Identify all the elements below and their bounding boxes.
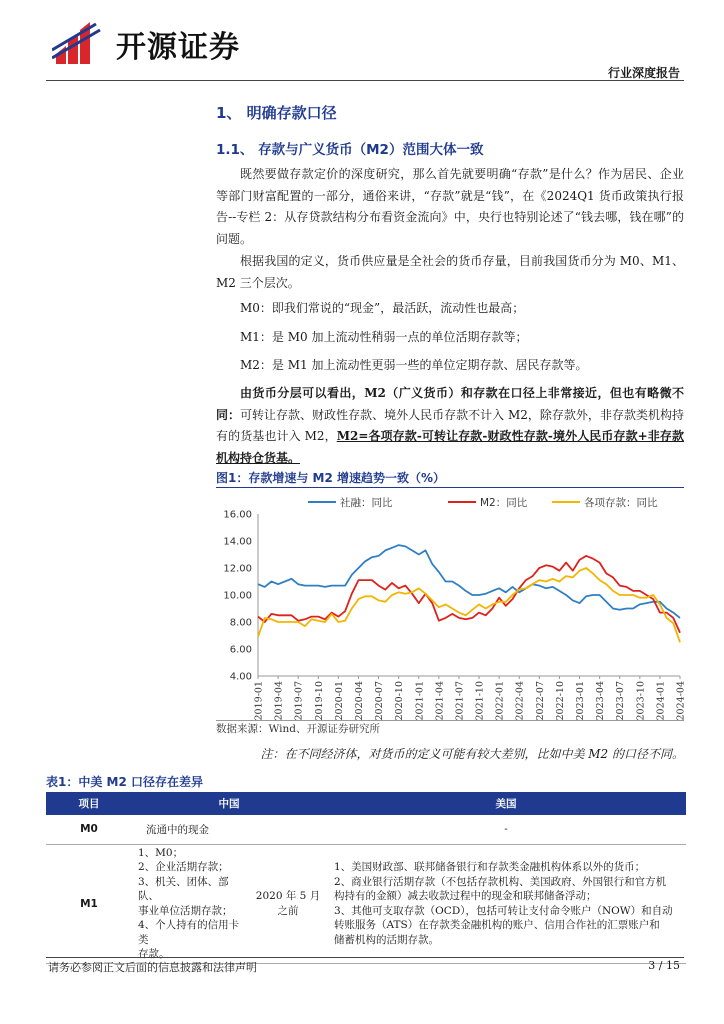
logo-text: 开源证券 (116, 30, 240, 65)
china-m1-note (250, 844, 326, 963)
footer-disclaimer: 请务必参阅正文后面的信息披露和法律声明 (48, 961, 257, 974)
table-row (46, 844, 686, 963)
x-tick-label: 2019-01 (253, 681, 265, 720)
row-label-m1: M1 (46, 844, 132, 963)
x-tick-label: 2019-04 (273, 681, 285, 720)
paragraph-intro (216, 164, 684, 250)
y-axis (223, 510, 258, 683)
x-tick-label: 2019-07 (293, 681, 305, 720)
x-tick-label: 2021-01 (414, 681, 426, 720)
formula-underlined: M2=各项存款-可转让存款-财政性存款-境外人民币存款+非存款机构持仓货基。 (216, 429, 684, 465)
footer-divider (46, 957, 684, 958)
figure-source: 数据来源：Wind、开源证券研究所 (216, 723, 380, 735)
usa-m1-line: 构持有的金额）减去收款过程中的现金和联邦储备浮动； (334, 890, 597, 902)
usa-m0-cell: - (326, 815, 686, 844)
usa-m1-line: 1、美国财政部、联邦储备银行和存款类金融机构体系以外的货币； (334, 861, 646, 873)
x-tick-label: 2020-01 (333, 681, 345, 720)
china-m1-line: 4、个人持有的信用卡类 (138, 919, 240, 946)
chart-lines (258, 545, 680, 642)
x-tick-label: 2022-01 (494, 681, 506, 720)
x-tick-label: 2021-04 (434, 681, 446, 720)
usa-m1-line: 储蓄机构的活期存款。 (334, 933, 439, 946)
x-tick-label: 2020-07 (374, 681, 386, 720)
legend-label: 各项存款：同比 (584, 497, 658, 509)
china-m1-line: 事业单位活期存款； (138, 904, 233, 917)
china-m1-note-line: 2020 年 5 月 (255, 890, 321, 902)
figure-title-divider (216, 487, 684, 488)
formula-normal: 可转让存款、财政性存款、境外人民币存款不计入 M2，除存款外，非存款类机构持有的货基也计入 M2， (216, 407, 684, 443)
legend-label: M2：同比 (480, 497, 528, 509)
china-m1-line: 存款。 (138, 948, 170, 960)
header-item: 项目 (46, 792, 132, 815)
formula-lead-bold: 由货币分层可以看出，M2（广义货币）和存款在口径上非常接近，但也有略微不同： (216, 386, 684, 422)
chart-legend (308, 496, 658, 509)
usa-m1-cell (326, 844, 686, 963)
y-tick-label: 10.00 (223, 590, 252, 602)
paragraph-intro-text: 既然要做存款定价的深度研究，那么首先就要明确“存款”是什么？作为居民、企业等部门财富配置的一部分，通俗来讲，“存款”就是“钱”，在《2024Q1 货币政策执行报告--专栏 2：从存贷款结构分布看资金流向》中，央行也特别论述了“钱去哪，钱在哪”的问题。 (216, 167, 684, 246)
x-tick-label: 2024-04 (675, 681, 686, 720)
table-header-row (46, 792, 686, 815)
x-tick-label: 2024-01 (655, 681, 667, 720)
report-type-label: 行业深度报告 (607, 66, 680, 80)
x-axis (254, 676, 687, 720)
y-tick-label: 4.00 (229, 671, 252, 683)
table-title: 表1：中美 M2 口径存在差异 (46, 775, 203, 789)
china-m0-cell: 流通中的现金 (132, 815, 326, 844)
paragraph-definition-text: 根据我国的定义，货币供应量是全社会的货币存量，目前我国货币分为 M0、M1、M2 三个层次。 (216, 254, 684, 290)
figure-note: 注：在不同经济体，对货币的定义可能有较大差别，比如中美 M2 的口径不同。 (260, 747, 684, 761)
x-tick-label: 2022-04 (514, 681, 526, 720)
y-tick-label: 8.00 (229, 617, 252, 629)
y-tick-label: 14.00 (223, 536, 252, 548)
china-m1-line: 2、企业活期存款； (138, 861, 229, 873)
y-tick-label: 16.00 (223, 509, 252, 521)
header-divider (46, 80, 684, 81)
x-tick-label: 2021-10 (474, 681, 486, 720)
comparison-table (46, 792, 686, 964)
y-tick-label: 12.00 (223, 563, 252, 575)
x-tick-label: 2023-07 (615, 681, 627, 720)
y-tick-label: 6.00 (229, 644, 252, 656)
figure-title: 图1：存款增速与 M2 增速趋势一致（%） (216, 471, 446, 485)
usa-m1-line: 3、其他可支取存款（OCD），包括可转让支付命令账户（NOW）和自动 (334, 904, 673, 917)
china-m1-line: 1、M0； (138, 846, 184, 859)
m1-definition: M1：是 M0 加上流动性稍弱一点的单位活期存款等； (240, 330, 528, 344)
x-tick-label: 2023-01 (575, 681, 587, 720)
x-tick-label: 2023-10 (635, 681, 647, 720)
x-tick-label: 2020-10 (394, 681, 406, 720)
x-tick-label: 2022-10 (554, 681, 566, 720)
header-usa: 美国 (326, 792, 686, 815)
x-tick-label: 2019-10 (313, 681, 325, 720)
row-label-m0: M0 (46, 815, 132, 844)
section-heading-1: 1、 明确存款口径 (216, 104, 337, 122)
x-tick-label: 2023-04 (595, 681, 607, 720)
table-row (46, 815, 686, 844)
line-chart (206, 490, 686, 720)
page-number: 3 / 15 (648, 959, 680, 972)
china-m1-cell (132, 844, 250, 963)
paragraph-m2-formula (216, 383, 684, 469)
m0-definition: M0：即我们常说的“现金”，最活跃，流动性也最高； (240, 301, 525, 315)
m2-definition: M2：是 M1 加上流动性更弱一些的单位定期存款、居民存款等。 (240, 358, 588, 372)
china-m1-line: 3、机关、团体、部队、 (138, 875, 229, 902)
china-m1-note-line: 之前 (277, 904, 299, 917)
x-tick-label: 2020-04 (353, 681, 365, 720)
usa-m1-line: 2、商业银行活期存款（不包括存款机构、美国政府、外国银行和官方机 (334, 875, 667, 888)
usa-m1-line: 转账服务（ATS）在存款类金融机构的账户、信用合作社的汇票账户和 (334, 919, 660, 931)
section-heading-1-1: 1.1、 存款与广义货币（M2）范围大体一致 (216, 142, 484, 158)
company-logo (52, 18, 292, 66)
series-line-3 (258, 568, 680, 642)
x-tick-label: 2022-07 (534, 681, 546, 720)
header-china: 中国 (132, 792, 326, 815)
x-tick-label: 2021-07 (454, 681, 466, 720)
logo-mark-icon (52, 20, 104, 64)
legend-label: 社融：同比 (340, 497, 393, 509)
paragraph-definition (216, 251, 684, 294)
